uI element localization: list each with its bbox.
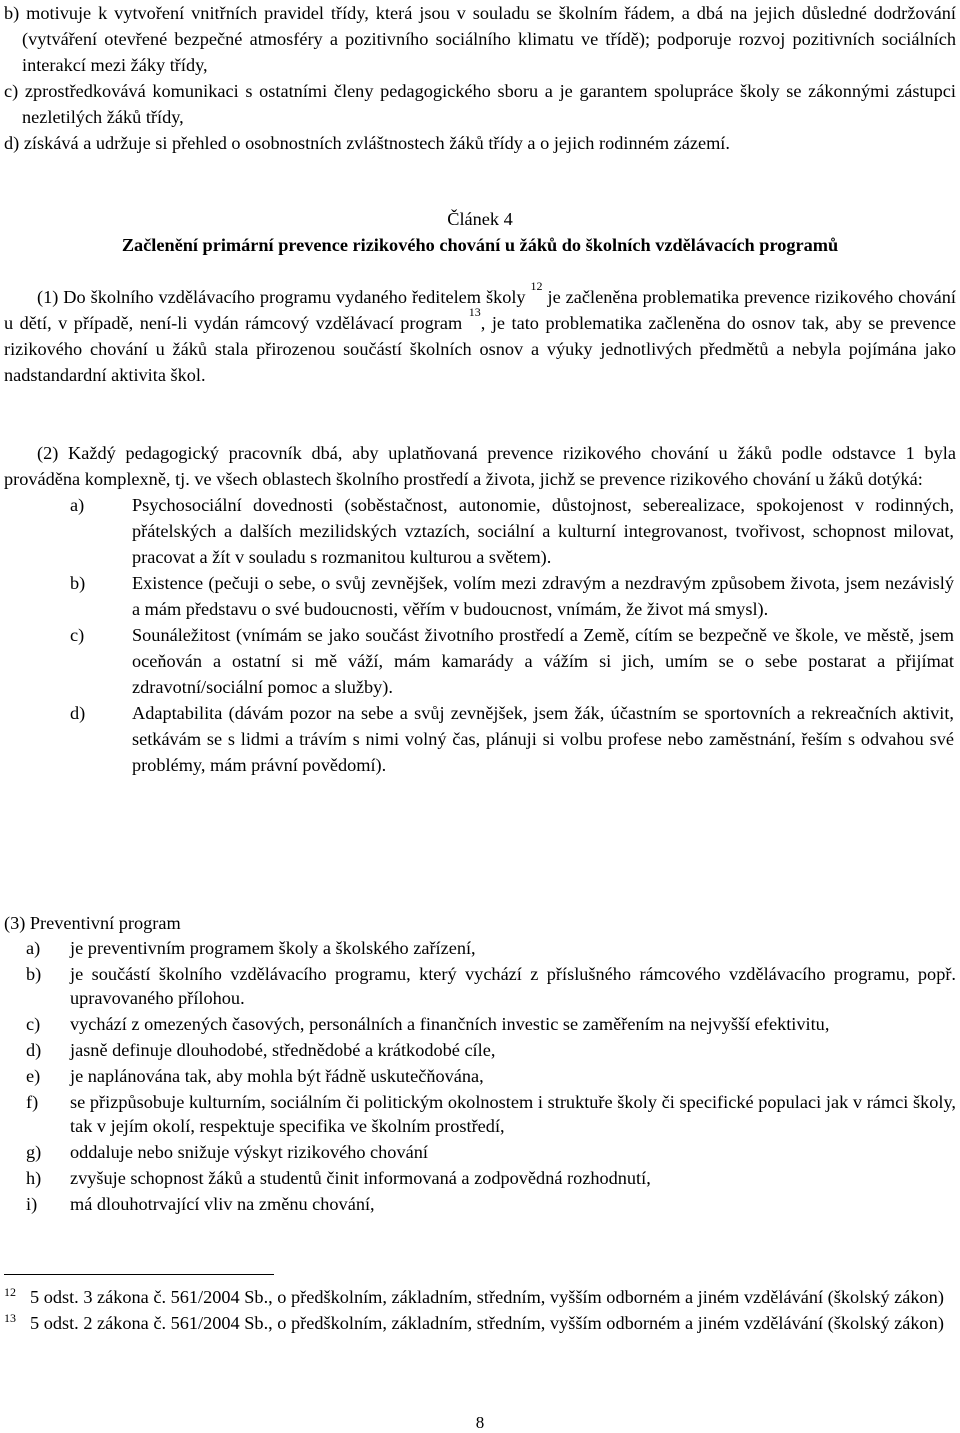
list-item: d) jasně definuje dlouhodobé, střednědobé a krátkodobé cíle,	[26, 1040, 496, 1060]
list-item: a) je preventivním programem školy a školského zařízení,	[26, 938, 476, 958]
page-number: 8	[475, 1413, 485, 1432]
footnote-12: $^{12}$ 5 odst. 3 zákona č. 561/2004 Sb., o předškolním, základním, středním, vyšším odborném a jiném vzdělávání (školský zákon)	[4, 1285, 944, 1307]
paragraph-2	[4, 440, 956, 778]
footnote-ref-12: 12	[530, 279, 543, 293]
list-item: d) Adaptabilita (dávám pozor na sebe a svůj zevnějšek, jsem žák, účastním se sportovních a rekreačních aktivit, setkávám se s lidmi a trávím s nimi volný čas, plánuji si volbu profese nebo zaměstnání, řeším s odvahou své problémy, mám právní povědomí).	[70, 703, 954, 775]
list-item: a) Psychosociální dovednosti (soběstačnost, autonomie, důstojnost, seberealizace, spokojenost v rodinných, přátelských a dalších mezilidských vztazích, sociální a kulturní integrovanost, tvořivost, schopnost milovat, pracovat a žít v souladu s rozmanitou kulturou a světem).	[70, 495, 954, 567]
paragraph-3-heading: (3) Preventivní program	[4, 913, 181, 933]
list-item: h) zvyšuje schopnost žáků a studentů činit informovaná a zodpovědná rozhodnutí,	[26, 1168, 651, 1188]
intro-list	[4, 0, 956, 156]
list-item: b) Existence (pečuji o sebe, o svůj zevnějšek, volím mezi zdravým a nezdravým způsobem života, jsem nezávislý a mám představu o své budoucnosti, věřím v budoucnost, vnímám, že život má smysl).	[70, 573, 954, 619]
intro-item-b: b) motivuje k vytvoření vnitřních pravidel třídy, která jsou v souladu se školním řádem, a dbá na jejich důsledné dodržování (vytváření otevřené bezpečné atmosféry a pozitivního sociálního klimatu ve třídě); podporuje rozvoj pozitivních sociálních interakcí mezi žáky třídy,	[4, 3, 956, 75]
footnote-13: $^{13}$ 5 odst. 2 zákona č. 561/2004 Sb., o předškolním, základním, středním, vyšším odborném a jiném vzdělávání (školský zákon)	[4, 1311, 944, 1333]
footnote-ref-13: 13	[468, 305, 481, 319]
footnotes	[4, 1284, 956, 1336]
intro-item-d: d) získává a udržuje si přehled o osobnostních zvláštnostech žáků třídy a o jejich rodinném zázemí.	[4, 133, 730, 153]
list-item: i) má dlouhotrvající vliv na změnu chování,	[26, 1194, 375, 1214]
paragraph-2-intro: (2) Každý pedagogický pracovník dbá, aby uplatňovaná prevence rizikového chování u žáků podle odstavce 1 byla prováděna komplexně, tj. ve všech oblastech školního prostředí a života, jichž se prevence rizikového chování u žáků dotýká:	[4, 443, 956, 489]
intro-item-c: c) zprostředkovává komunikaci s ostatními členy pedagogického sboru a je garantem spolupráce školy se zákonnými zástupci nezletilých žáků třídy,	[4, 81, 956, 127]
list-item: c) vychází z omezených časových, personálních a finančních investic se zaměřením na nejvyšší efektivitu,	[26, 1014, 830, 1034]
footnote-divider	[4, 1274, 274, 1275]
article-title: Začlenění primární prevence rizikového chování u žáků do školních vzdělávacích programů	[121, 235, 839, 255]
list-item: c) Sounáležitost (vnímám se jako součást životního prostředí a Země, cítím se bezpečně ve škole, ve městě, jsem oceňován a ostatní si mě váží, mám kamarády a vážím si jich, umím se o sebe postarat a přijímat zdravotní/sociální pomoc a služby).	[70, 625, 954, 697]
article-number: Článek 4	[447, 209, 513, 229]
list-item: b) je součástí školního vzdělávacího programu, který vychází z příslušného rámcového vzdělávacího programu, popř. upravovaného přílohou.	[26, 964, 956, 1008]
paragraph-1: (1) Do školního vzdělávacího programu vydaného ředitelem školy $^{12}$ je začleněna problematika prevence rizikového chování u dětí, v případě, není-li vydán rámcový vzdělávací program $^{13}$, je tato problematika začleněna do osnov tak, aby se prevence rizikového chování u žáků stala přirozenou součástí školních osnov a výuky jednotlivých předmětů a nebyla pojímána jako nadstandardní aktivita škol.	[4, 279, 957, 385]
list-item: f) se přizpůsobuje kulturním, sociálním či politickým okolnostem i struktuře školy či specifické populaci jak v rámci školy, tak v jejím okolí, respektuje specifika ve školním prostředí,	[26, 1092, 956, 1136]
list-item: g) oddaluje nebo snižuje výskyt rizikového chování	[26, 1142, 428, 1162]
list-item: e) je naplánována tak, aby mohla být řádně uskutečňována,	[26, 1066, 484, 1086]
paragraph-3	[4, 910, 956, 1216]
